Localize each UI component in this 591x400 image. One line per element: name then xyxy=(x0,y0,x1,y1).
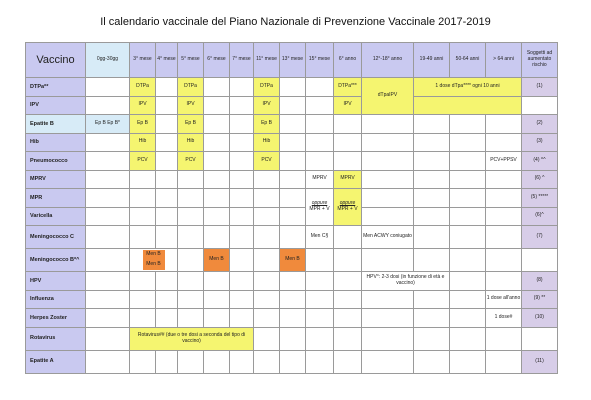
cell xyxy=(306,189,334,226)
table-row xyxy=(26,327,558,350)
cell: IPV xyxy=(254,96,280,115)
row-name: Epatite A xyxy=(26,350,86,373)
table-row xyxy=(26,309,558,328)
cell: (4) ^^ xyxy=(522,152,558,171)
row-name: DTPa** xyxy=(26,78,86,97)
men-b-badge: Men B xyxy=(143,260,165,270)
cell: Men C§ xyxy=(306,226,334,249)
row-name: Rotavirus xyxy=(26,327,86,350)
header-col: 6° mese xyxy=(204,43,230,78)
cell: 1 dose dTpa**** ogni 10 anni xyxy=(414,78,522,97)
header-col: 4° mese xyxy=(156,43,178,78)
cell xyxy=(130,249,178,272)
oppure-label: oppure xyxy=(311,200,328,207)
table-row xyxy=(26,152,558,171)
table-row xyxy=(26,249,558,272)
cell: MPRV xyxy=(334,170,362,189)
cell: Ep B Ep B* xyxy=(86,115,130,134)
header-col: 11° mese xyxy=(254,43,280,78)
cell: Hib xyxy=(254,133,280,152)
header-row xyxy=(26,43,558,78)
row-name: HPV xyxy=(26,272,86,291)
cell: (6) ^ xyxy=(522,170,558,189)
cell: Men B xyxy=(204,249,230,272)
table-row xyxy=(26,290,558,309)
header-col: 19-49 anni xyxy=(414,43,450,78)
cell: PCV xyxy=(130,152,156,171)
cell: Ep B xyxy=(254,115,280,134)
cell: PCV xyxy=(178,152,204,171)
cell: HPV°: 2-3 dosi (in funzione di età e vaccino) xyxy=(362,272,450,291)
header-col: 5° mese xyxy=(178,43,204,78)
vaccination-calendar-table xyxy=(25,42,558,374)
row-name: Varicella xyxy=(26,207,86,226)
cell: PCV xyxy=(254,152,280,171)
table-row xyxy=(26,272,558,291)
cell: IPV xyxy=(130,96,156,115)
cell: (2) xyxy=(522,115,558,134)
header-vaccino: Vaccino xyxy=(26,43,86,78)
cell: Men ACWY coniugato xyxy=(362,226,414,249)
row-name: MPRV xyxy=(26,170,86,189)
cell: (11) xyxy=(522,350,558,373)
cell: (9) ** xyxy=(522,290,558,309)
cell: (6)^ xyxy=(522,207,558,226)
table-row xyxy=(26,170,558,189)
table-row xyxy=(26,78,558,97)
cell: IPV xyxy=(334,96,362,115)
cell: Rotavirus## (due o tre dosi a seconda del tipo di vaccino) xyxy=(130,327,254,350)
header-col: 13° mese xyxy=(280,43,306,78)
cell: (3) xyxy=(522,133,558,152)
header-col: 12°-18° anno xyxy=(362,43,414,78)
cell: (7) xyxy=(522,226,558,249)
table-row xyxy=(26,133,558,152)
cell: DTPa xyxy=(178,78,204,97)
table-row xyxy=(26,189,558,208)
cell: (10) xyxy=(522,309,558,328)
table-row xyxy=(26,115,558,134)
table-row xyxy=(26,350,558,373)
cell: DTPa xyxy=(130,78,156,97)
cell: Ep B xyxy=(178,115,204,134)
row-name: Hib xyxy=(26,133,86,152)
men-b-badge: Men B xyxy=(143,250,165,260)
cell: PCV+PPSV xyxy=(486,152,522,171)
cell: (5) ***** xyxy=(522,189,558,208)
cell: dTpaIPV xyxy=(362,78,414,115)
cell: Ep B xyxy=(130,115,156,134)
cell: DTPa xyxy=(254,78,280,97)
cell-text: MPR + V xyxy=(337,206,358,212)
header-col: Soggetti ad aumentato rischio xyxy=(522,43,558,78)
header-col: 6° anno xyxy=(334,43,362,78)
header-col: 15° mese xyxy=(306,43,334,78)
header-col: 3° mese xyxy=(130,43,156,78)
row-name: MPR xyxy=(26,189,86,208)
cell: DTPa*** xyxy=(334,78,362,97)
row-name: Herpes Zoster xyxy=(26,309,86,328)
header-col: 7° mese xyxy=(230,43,254,78)
row-name: Influenza xyxy=(26,290,86,309)
cell-text: MPR + V xyxy=(309,206,330,212)
row-name: Epatite B xyxy=(26,115,86,134)
cell xyxy=(334,189,362,226)
row-name: Meningococco B*^ xyxy=(26,249,86,272)
oppure-label: oppure xyxy=(339,200,356,207)
cell: Hib xyxy=(130,133,156,152)
row-name: Pneumococco xyxy=(26,152,86,171)
cell: MPRV xyxy=(306,170,334,189)
cell: IPV xyxy=(178,96,204,115)
cell: (1) xyxy=(522,78,558,97)
cell: (8) xyxy=(522,272,558,291)
header-col: > 64 anni xyxy=(486,43,522,78)
header-col: 50-64 anni xyxy=(450,43,486,78)
table-row xyxy=(26,226,558,249)
page-title: Il calendario vaccinale del Piano Nazionale di Prevenzione Vaccinale 2017-2019 xyxy=(100,16,491,28)
table-row xyxy=(26,96,558,115)
table-row xyxy=(26,207,558,226)
cell: Men B xyxy=(280,249,306,272)
row-name: Meningococco C xyxy=(26,226,86,249)
header-col: 0gg-30gg xyxy=(86,43,130,78)
cell: 1 dose all'anno xyxy=(486,290,522,309)
cell: Hib xyxy=(178,133,204,152)
row-name: IPV xyxy=(26,96,86,115)
cell: 1 dose# xyxy=(486,309,522,328)
